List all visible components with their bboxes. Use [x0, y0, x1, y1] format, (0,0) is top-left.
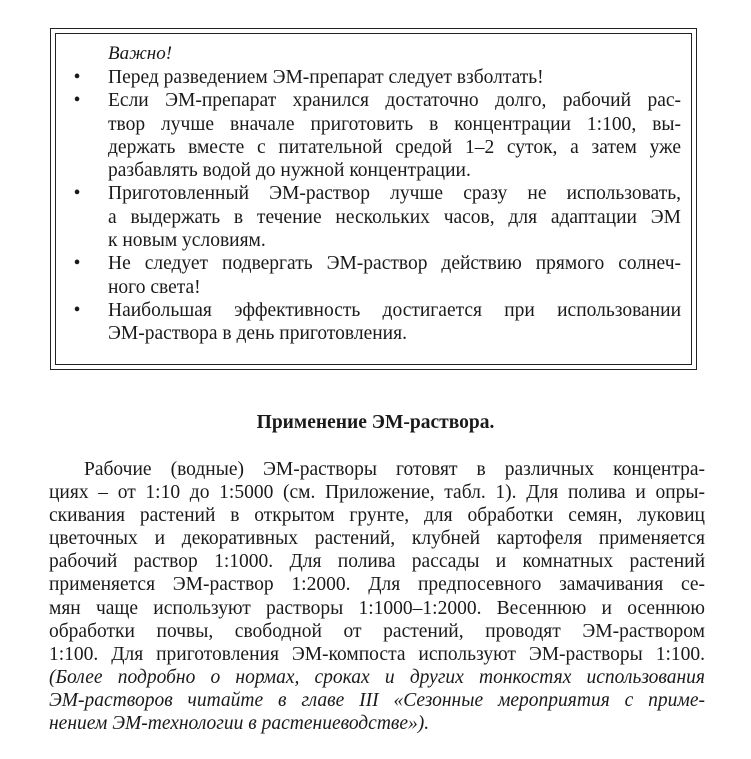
bullet-line: Если ЭМ-препарат хранился достаточно долго, рабочий рас- — [108, 90, 681, 112]
note-line: нением ЭМ-технологии в растениеводстве»). — [49, 713, 430, 735]
bullet-line: Приготовленный ЭМ-раствор лучше сразу не использовать, — [108, 183, 681, 205]
notice-content — [67, 42, 681, 346]
notice-heading: Важно! — [108, 43, 173, 64]
bullet-line: разбавлять водой до нужной концентрации. — [108, 160, 471, 182]
note-line: (Более подробно о нормах, сроках и других тонкостях использования — [49, 666, 705, 688]
notice-bullet-list — [67, 66, 681, 346]
notice-bullet-item — [67, 66, 681, 89]
bullet-line: а выдержать в течение нескольких часов, для адаптации ЭМ — [108, 206, 681, 228]
paragraph-line: применяется ЭМ-раствор 1:2000. Для предпосевного замачивания се- — [49, 574, 705, 596]
section-body — [49, 458, 705, 735]
bullet-icon: • — [73, 67, 81, 88]
bullet-line: ЭМ-раствора в день приготовления. — [108, 323, 407, 345]
bullet-icon: • — [73, 253, 81, 275]
notice-bullet-item — [67, 89, 681, 182]
bullet-line: к новым условиям. — [108, 230, 266, 252]
bullet-icon: • — [73, 183, 81, 205]
notice-bullet-item — [67, 182, 681, 252]
section-title: Применение ЭМ-раствора. — [256, 412, 495, 433]
paragraph-line: циях – от 1:10 до 1:5000 (см. Приложение, табл. 1). Для полива и опры- — [49, 482, 705, 504]
bullet-line: держать вместе с питательной средой 1–2 суток, а затем уже — [108, 136, 681, 158]
paragraph-line: мян чаще используют растворы 1:1000–1:2000. Весеннюю и осеннюю — [49, 597, 705, 619]
paragraph-line: обработки почвы, свободной от растений, проводят ЭМ-раствором — [49, 620, 705, 642]
bullet-line: Не следует подвергать ЭМ-раствор действию прямого солнеч- — [108, 253, 681, 275]
paragraph-line: Рабочие (водные) ЭМ-растворы готовят в различных концентра- — [84, 459, 705, 480]
paragraph-line: цветочных и декоративных растений, клубней картофеля применяется — [49, 528, 705, 550]
paragraph-line: скивания растений в открытом грунте, для обработки семян, луковиц — [49, 505, 705, 527]
bullet-icon: • — [73, 90, 81, 112]
bullet-line: твор лучше вначале приготовить в концентрации 1:100, вы- — [108, 113, 681, 135]
paragraph-line: рабочий раствор 1:1000. Для полива рассады и комнатных растений — [49, 551, 705, 573]
paragraph-line: 1:100. Для приготовления ЭМ-компоста используют ЭМ-растворы 1:100. — [49, 643, 705, 665]
bullet-line: Перед разведением ЭМ-препарат следует взболтать! — [108, 67, 544, 88]
note-line: ЭМ-растворов читайте в главе III «Сезонные мероприятия с приме- — [49, 689, 705, 711]
notice-bullet-item — [67, 252, 681, 299]
bullet-line: ного света! — [108, 276, 201, 298]
bullet-line: Наибольшая эффективность достигается при использовании — [108, 299, 681, 321]
bullet-icon: • — [73, 299, 81, 321]
notice-bullet-item — [67, 299, 681, 346]
